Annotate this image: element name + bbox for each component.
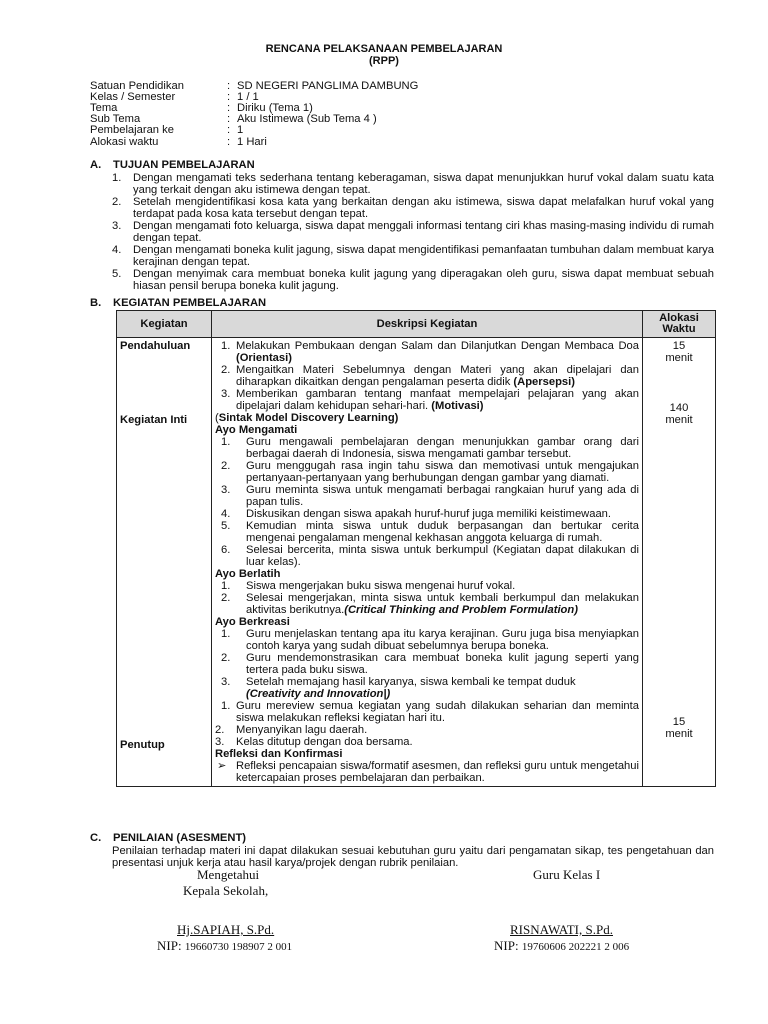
alokasi-pendahuluan-value: 15 bbox=[672, 340, 686, 352]
section-a-heading bbox=[90, 159, 255, 171]
identity-value: Aku Istimewa (Sub Tema 4 ) bbox=[237, 113, 377, 125]
item-text: Kemudian minta siswa untuk duduk berpasangan dan bertukar cerita mengenai pengalaman mengenal kekhasan anggota keluarga di rumah. bbox=[246, 520, 639, 544]
alokasi-cell bbox=[643, 338, 716, 787]
list-item bbox=[215, 592, 639, 616]
item-tag: (Motivasi) bbox=[431, 400, 484, 412]
nip-label: NIP: bbox=[494, 938, 519, 953]
item-text: Memberikan gambaran tentang manfaat mempelajari pelajaran yang akan dipelajari dalam kehidupan sehari-hari. bbox=[236, 388, 639, 412]
sign-left-line1: Mengetahui bbox=[197, 867, 260, 882]
table-header-row bbox=[117, 311, 716, 338]
item-number: 1. bbox=[221, 628, 231, 640]
header-kegiatan: Kegiatan bbox=[117, 311, 212, 338]
list-item bbox=[112, 196, 714, 220]
document-title: RENCANA PELAKSANAAN PEMBELAJARAN bbox=[265, 43, 503, 55]
item-number: 5. bbox=[221, 520, 231, 532]
list-item bbox=[112, 220, 714, 244]
item-number: 4. bbox=[112, 244, 122, 256]
list-item bbox=[112, 268, 714, 292]
kepala-sekolah-name: Hj.SAPIAH, S.Pd. bbox=[177, 922, 275, 937]
kegiatan-pendahuluan: Pendahuluan bbox=[120, 340, 191, 352]
identity-value: Diriku (Tema 1) bbox=[237, 102, 313, 114]
tujuan-list bbox=[112, 172, 714, 292]
penilaian-text: Penilaian terhadap materi ini dapat dilakukan sesuai kebutuhan guru yaitu dari pengamatan sikap, tes pengetahuan dan presentasi unjuk kerja atau hasil karya/projek dengan rubrik penilaian. bbox=[112, 845, 714, 869]
item-number: 2. bbox=[112, 196, 122, 208]
list-item bbox=[215, 544, 639, 568]
identity-value: 1 bbox=[237, 124, 244, 136]
list-item bbox=[215, 736, 639, 748]
item-text: Guru mereview semua kegiatan yang sudah dilakukan seharian dan meminta siswa melakukan refleksi kegiatan hari itu. bbox=[236, 700, 639, 724]
section-title: KEGIATAN PEMBELAJARAN bbox=[113, 297, 267, 309]
list-item bbox=[215, 460, 639, 484]
header-alokasi bbox=[643, 311, 716, 338]
item-text: Guru menggugah rasa ingin tahu siswa dan memotivasi untuk mengajukan pertanyaan-pertanyaan yang berhubungan dengan gambar yang diamati. bbox=[246, 460, 639, 484]
identity-colon: : bbox=[227, 124, 231, 136]
item-text: Guru menjelaskan tentang apa itu karya kerajinan. Guru juga bisa menyiapkan contoh karya yang sudah dibuat sebelumnya berupa boneka. bbox=[246, 628, 639, 652]
identity-label: Pembelajaran ke bbox=[90, 124, 174, 136]
item-text: Guru meminta siswa untuk mengamati berbagai rangkaian huruf yang ada di papan tulis. bbox=[246, 484, 639, 508]
refleksi-title: Refleksi dan Konfirmasi bbox=[215, 748, 343, 760]
alokasi-inti-value: 140 bbox=[669, 402, 689, 414]
sign-left-line2: Kepala Sekolah, bbox=[183, 883, 269, 898]
item-number: 5. bbox=[112, 268, 122, 280]
alokasi-inti-unit: menit bbox=[665, 414, 693, 426]
list-item bbox=[112, 244, 714, 268]
item-text: Dengan menyimak cara membuat boneka kulit jagung yang diperagakan oleh guru, siswa dapat membuat sebuah hiasan pensil berupa boneka kulit jagung. bbox=[133, 268, 714, 292]
kepala-sekolah-nip bbox=[157, 940, 292, 953]
identity-colon: : bbox=[227, 80, 231, 92]
item-text: Selesai bercerita, minta siswa untuk berkumpul (Kegiatan dapat dilakukan di luar kelas). bbox=[246, 544, 639, 568]
identity-colon: : bbox=[227, 136, 231, 148]
section-c-heading bbox=[90, 832, 246, 844]
list-item bbox=[112, 172, 714, 196]
penutup-list bbox=[215, 700, 639, 748]
list-item bbox=[215, 340, 639, 364]
identity-label: Satuan Pendidikan bbox=[90, 80, 184, 92]
refleksi-text: Refleksi pencapaian siswa/formatif asesmen, dan refleksi guru untuk mengetahui ketercapaian proses pembelajaran dan perbaikan. bbox=[236, 760, 639, 784]
kegiatan-penutup: Penutup bbox=[120, 739, 165, 751]
ayo-mengamati-title: Ayo Mengamati bbox=[215, 424, 298, 436]
list-item bbox=[215, 676, 639, 700]
mengamati-list bbox=[215, 436, 639, 568]
identity-label: Alokasi waktu bbox=[90, 136, 159, 148]
section-letter: B. bbox=[90, 297, 102, 309]
list-item bbox=[215, 508, 639, 520]
item-number: 3. bbox=[221, 388, 231, 400]
guru-kelas-name: RISNAWATI, S.Pd. bbox=[510, 922, 613, 937]
kegiatan-inti: Kegiatan Inti bbox=[120, 414, 188, 426]
berkreasi-list bbox=[215, 628, 639, 700]
section-title: PENILAIAN (ASESMENT) bbox=[113, 832, 247, 844]
identity-label: Kelas / Semester bbox=[90, 91, 176, 103]
list-item bbox=[215, 520, 639, 544]
syntax-text: Sintak Model Discovery Learning) bbox=[218, 412, 399, 424]
list-item bbox=[215, 628, 639, 652]
item-text: Guru mendemonstrasikan cara membuat boneka kulit jagung seperti yang tertera pada buku siswa. bbox=[246, 652, 639, 676]
section-b-heading bbox=[90, 297, 266, 309]
identity-colon: : bbox=[227, 91, 231, 103]
item-number: 2. bbox=[221, 652, 231, 664]
refleksi-item bbox=[215, 760, 639, 784]
item-text: Setelah mengidentifikasi kosa kata yang berkaitan dengan aku istimewa, siswa dapat melafalkan huruf vokal yang terdapat pada kosa kata tersebut dengan tepat. bbox=[133, 196, 714, 220]
item-number: 2. bbox=[221, 460, 231, 472]
item-text: Siswa mengerjakan buku siswa mengenai huruf vokal. bbox=[246, 580, 516, 592]
alokasi-penutup-value: 15 bbox=[672, 716, 686, 728]
guru-kelas-nip bbox=[494, 940, 629, 953]
identity-value: SD NEGERI PANGLIMA DAMBUNG bbox=[237, 80, 419, 92]
item-number: 6. bbox=[221, 544, 231, 556]
item-number: 1. bbox=[221, 340, 231, 352]
item-number: 1. bbox=[221, 580, 231, 592]
section-letter: C. bbox=[90, 832, 102, 844]
arrow-bullet-icon: ➢ bbox=[217, 760, 227, 772]
item-number: 4. bbox=[221, 508, 231, 520]
sign-right-line1: Guru Kelas I bbox=[533, 867, 601, 882]
item-text: Kelas ditutup dengan doa bersama. bbox=[236, 736, 413, 748]
item-text: Setelah memajang hasil karyanya, siswa kembali ke tempat duduk bbox=[246, 676, 576, 688]
item-text: Dengan mengamati boneka kulit jagung, siswa dapat mengidentifikasi pemanfaatan tumbuhan dalam membuat karya kerajinan dengan tepat. bbox=[133, 244, 714, 268]
item-tag: (Orientasi) bbox=[236, 352, 292, 364]
item-number: 3. bbox=[112, 220, 122, 232]
list-item bbox=[215, 700, 639, 724]
identity-colon: : bbox=[227, 113, 231, 125]
kegiatan-cell bbox=[117, 338, 212, 787]
nip-value: 19760606 202221 2 006 bbox=[521, 941, 630, 953]
table-row bbox=[117, 338, 716, 787]
section-title: TUJUAN PEMBELAJARAN bbox=[113, 159, 255, 171]
item-number: 3. bbox=[221, 676, 231, 688]
document-subtitle: (RPP) bbox=[369, 55, 399, 67]
pendahuluan-list bbox=[215, 340, 639, 412]
identity-label: Tema bbox=[90, 102, 118, 114]
list-item bbox=[215, 436, 639, 460]
item-number: 1. bbox=[112, 172, 122, 184]
identity-value: 1 / 1 bbox=[237, 91, 259, 103]
item-number: 2. bbox=[221, 364, 231, 376]
alokasi-penutup-unit: menit bbox=[665, 728, 693, 740]
item-text: Mengaitkan Materi Sebelumnya dengan Materi yang akan dipelajari dan diharapkan dikaitkan dengan pengalaman peserta didik bbox=[236, 364, 639, 388]
syntax-paren: ( bbox=[215, 412, 219, 424]
ayo-berkreasi-title: Ayo Berkreasi bbox=[215, 616, 290, 628]
nip-value: 19660730 198907 2 001 bbox=[184, 941, 293, 953]
item-number: 3. bbox=[215, 736, 225, 748]
item-number: 1. bbox=[221, 436, 231, 448]
list-item bbox=[215, 580, 639, 592]
item-tag: (Apersepsi) bbox=[513, 376, 575, 388]
list-item bbox=[215, 388, 639, 412]
list-item bbox=[215, 652, 639, 676]
identity-colon: : bbox=[227, 102, 231, 114]
item-text: Menyanyikan lagu daerah. bbox=[236, 724, 368, 736]
list-item bbox=[215, 484, 639, 508]
item-tag: (Critical Thinking and Problem Formulation) bbox=[344, 604, 578, 616]
header-alokasi-text: Alokasi Waktu bbox=[659, 312, 699, 335]
list-item bbox=[215, 364, 639, 388]
deskripsi-cell bbox=[212, 338, 643, 787]
identity-value: 1 Hari bbox=[237, 136, 267, 148]
item-number: 3. bbox=[221, 484, 231, 496]
section-letter: A. bbox=[90, 159, 102, 171]
item-number: 2. bbox=[215, 724, 225, 736]
item-tag: (Creativity and Innovation|) bbox=[246, 688, 391, 700]
kegiatan-table bbox=[116, 310, 716, 787]
nip-label: NIP: bbox=[157, 938, 182, 953]
item-text: Guru mengawali pembelajaran dengan menunjukkan gambar orang dari berbagai daerah di Indonesia, siswa mengamati gambar tersebut. bbox=[246, 436, 639, 460]
alokasi-pendahuluan-unit: menit bbox=[665, 352, 693, 364]
ayo-berlatih-title: Ayo Berlatih bbox=[215, 568, 281, 580]
item-text: Dengan mengamati teks sederhana tentang keberagaman, siswa dapat menunjukkan huruf vokal dalam suatu kata yang terkait dengan aku istimewa dengan tepat. bbox=[133, 172, 714, 196]
item-text: Melakukan Pembukaan dengan Salam dan Dilanjutkan Dengan Membaca Doa bbox=[236, 340, 639, 352]
item-number: 1. bbox=[221, 700, 231, 712]
header-deskripsi: Deskripsi Kegiatan bbox=[212, 311, 643, 338]
syntax-line bbox=[215, 412, 639, 424]
item-text: Dengan mengamati foto keluarga, siswa dapat menggali informasi tentang ciri khas masing-masing individu di rumah dengan tepat. bbox=[133, 220, 714, 244]
item-text: Diskusikan dengan siswa apakah huruf-huruf juga memiliki keistimewaan. bbox=[246, 508, 612, 520]
item-text: Selesai mengerjakan, minta siswa untuk kembali berkumpul dan melakukan aktivitas berikutnya. bbox=[246, 592, 639, 616]
item-number: 2. bbox=[221, 592, 231, 604]
list-item bbox=[215, 724, 639, 736]
identity-label: Sub Tema bbox=[90, 113, 141, 125]
berlatih-list bbox=[215, 580, 639, 616]
